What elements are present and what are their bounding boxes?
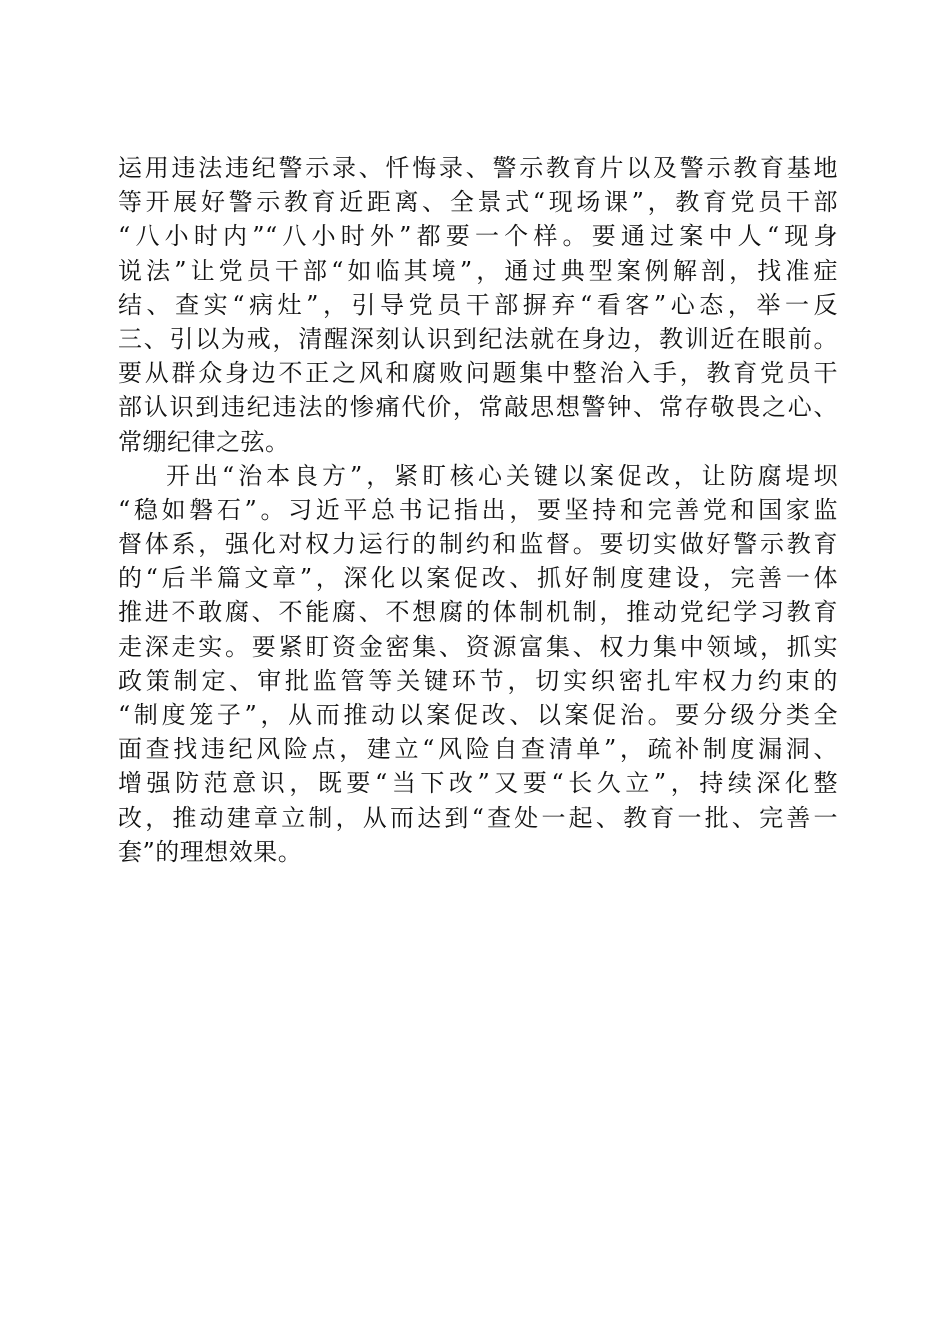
text-line: “八小时内”“八小时外”都要一个样。要通过案中人“现身 xyxy=(118,222,838,251)
text-line: 走深走实。要紧盯资金密集、资源富集、权力集中领域，抓实 xyxy=(118,632,838,661)
text-line: 改，推动建章立制，从而达到“查处一起、教育一批、完善一 xyxy=(118,803,838,832)
text-line: 要从群众身边不正之风和腐败问题集中整治入手，教育党员干 xyxy=(118,359,838,388)
paragraph-2 xyxy=(118,459,838,869)
text-line: 等开展好警示教育近距离、全景式“现场课”，教育党员干部 xyxy=(118,188,838,217)
text-line: 推进不敢腐、不能腐、不想腐的体制机制，推动党纪学习教育 xyxy=(118,598,838,627)
text-line: 增强防范意识，既要“当下改”又要“长久立”，持续深化整 xyxy=(118,769,838,798)
document-body xyxy=(118,151,838,869)
paragraph-1 xyxy=(118,151,838,459)
text-line: 运用违法违纪警示录、忏悔录、警示教育片以及警示教育基地 xyxy=(118,154,838,182)
text-line: 说法”让党员干部“如临其境”，通过典型案例解剖，找准症 xyxy=(118,256,838,285)
text-line: 开出“治本良方”，紧盯核心关键以案促改，让防腐堤坝 xyxy=(166,461,838,490)
text-line: 面查找违纪风险点，建立“风险自查清单”，疏补制度漏洞、 xyxy=(118,735,838,764)
text-line: 结、查实“病灶”，引导党员干部摒弃“看客”心态，举一反 xyxy=(118,290,838,319)
text-line: 政策制定、审批监管等关键环节，切实织密扎牢权力约束的 xyxy=(118,666,838,695)
text-line: 三、引以为戒，清醒深刻认识到纪法就在身边，教训近在眼前。 xyxy=(118,324,838,353)
text-line: 的“后半篇文章”，深化以案促改、抓好制度建设，完善一体 xyxy=(118,564,838,593)
text-line: 督体系，强化对权力运行的制约和监督。要切实做好警示教育 xyxy=(118,530,838,559)
text-line: “制度笼子”，从而推动以案促改、以案促治。要分级分类全 xyxy=(118,701,838,729)
text-line: 套”的理想效果。 xyxy=(118,837,303,866)
text-line: 常绷纪律之弦。 xyxy=(118,427,290,456)
text-line: “稳如磐石”。习近平总书记指出，要坚持和完善党和国家监 xyxy=(118,495,838,524)
text-line: 部认识到违纪违法的惨痛代价，常敲思想警钟、常存敬畏之心、 xyxy=(118,393,838,422)
